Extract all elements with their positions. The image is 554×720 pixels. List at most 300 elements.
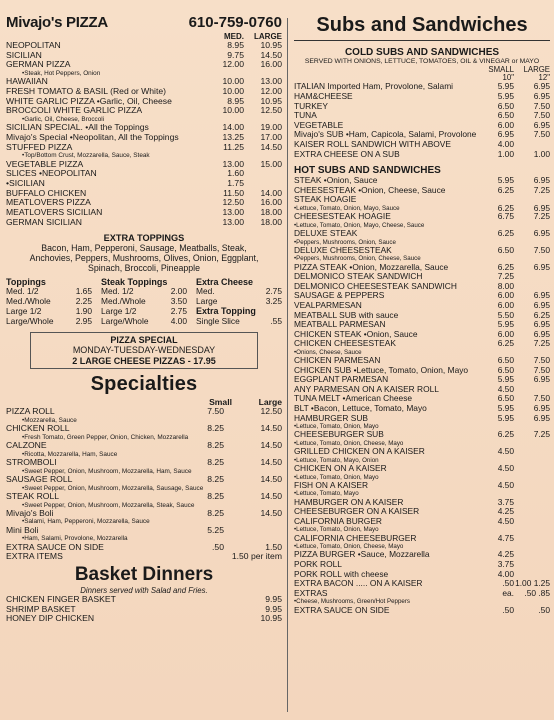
basket-row [6, 605, 282, 615]
topping-line: Anchovies, Peppers, Mushrooms, Olives, Onion, Eggplant, [29, 252, 259, 263]
item-name: SAUSAGE ROLL [6, 474, 73, 484]
item-name: PIZZA BURGER •Sauce, Mozzarella [294, 550, 430, 560]
item-price-small: 14.00 [222, 122, 244, 133]
item-name: EGGPLANT PARMESAN [294, 375, 389, 385]
item-price-large [244, 169, 282, 179]
extra-cheese-column [196, 278, 282, 327]
item-name: MEATBALL SUB with sauce [294, 310, 399, 320]
item-name: •Lettuce, Tomato, Onion, Mayo [294, 526, 379, 534]
item-price-small: 12.00 [222, 59, 244, 70]
pizza-special-title: PIZZA SPECIAL [110, 334, 178, 345]
price-row [196, 317, 282, 327]
item-price-small: 4.50 [497, 479, 514, 490]
item-price-large: 7.50 [533, 393, 550, 404]
item-price-small: 6.00 [497, 119, 514, 130]
item-description: •Steak, Hot Peppers, Onion [22, 70, 101, 78]
item-price-small: 4.50 [497, 446, 514, 457]
item-name: MEATBALL PARMESAN [294, 320, 386, 330]
sub-row [294, 246, 550, 256]
item-name: •Lettuce, Tomato, Onion, Mayo [294, 473, 379, 481]
item-price-small: 10.00 [222, 105, 244, 116]
item-name: TURKEY [294, 101, 328, 111]
item-name: •Lettuce, Tomato, Onion, Cheese, Mayo [294, 543, 404, 551]
item-price-small: 5.95 [497, 81, 514, 92]
item-price-large: 6.95 [533, 403, 550, 414]
price-value: 2.95 [75, 315, 92, 326]
item-price-large: 7.50 [533, 244, 550, 255]
item-price-large: 1.50 per item [231, 551, 282, 562]
item-price-large: 7.25 [533, 211, 550, 222]
price-label: Large/Whole [6, 315, 54, 326]
item-name: EXTRA SAUCE ON SIDE [6, 542, 104, 552]
item-price-large: .50 [538, 604, 550, 615]
col-med: MED. [224, 32, 244, 41]
item-price-large: 16.00 [260, 59, 282, 70]
right-column [294, 14, 550, 615]
item-name: FRESH TOMATO & BASIL (Red or White) [6, 87, 166, 97]
item-price-small: 4.50 [497, 515, 514, 526]
item-name: EXTRA BACON ..... ON A KAISER [294, 579, 423, 589]
sub-row [294, 481, 550, 491]
item-price-small: 6.50 [497, 364, 514, 375]
specialty-row [6, 407, 282, 417]
item-price-large: 14.50 [260, 49, 282, 60]
specialty-row [6, 458, 282, 468]
item-price-small: 4.50 [497, 463, 514, 474]
item-name: BROCCOLI WHITE GARLIC PIZZA [6, 106, 143, 116]
item-description: •Garlic, Oil, Cheese, Broccoli [22, 116, 105, 124]
item-description: •Sweet Pepper, Onion, Mushroom, Mozzarella, Ham, Sauce [22, 467, 192, 475]
item-price-small: 4.25 [497, 506, 514, 517]
price-label: Large/Whole [101, 315, 149, 326]
item-price-large: .50 .85 [524, 587, 550, 598]
item-name: •SICILIAN [6, 179, 45, 189]
item-name: DELMONICO STEAK SANDWICH [294, 272, 423, 282]
item-name: Mini Boli [6, 525, 39, 535]
price-row [101, 317, 187, 327]
item-name: PORK ROLL [294, 560, 342, 569]
item-price: 9.95 [265, 593, 282, 604]
menu-row [6, 106, 282, 116]
item-price-large: 6.95 [533, 374, 550, 385]
basket-subtitle: Dinners served with Salad and Fries. [80, 585, 208, 595]
item-name: CHICKEN ON A KAISER [294, 464, 387, 474]
restaurant-name: Mivajo's PIZZA [6, 14, 108, 31]
price-value: 4.00 [170, 315, 187, 326]
item-price-small: 13.00 [222, 207, 244, 218]
item-price-large: 1.00 [533, 148, 550, 159]
steak-toppings-title: Steak Toppings [101, 276, 168, 287]
item-price-large: 6.95 [533, 319, 550, 330]
sub-row [294, 589, 550, 599]
item-price-small: 7.25 [497, 271, 514, 282]
item-price-small: 9.75 [227, 49, 244, 60]
item-price-large: 1.50 [265, 541, 282, 552]
pizza-list [6, 41, 282, 228]
sub-row [294, 229, 550, 239]
toppings-rows [6, 287, 92, 326]
item-name: HAWAIIAN [6, 77, 48, 87]
item-price-large: 19.00 [260, 122, 282, 133]
item-price-small: 10.00 [222, 86, 244, 97]
specialty-row [6, 475, 282, 485]
item-price-large [514, 447, 550, 457]
item-price-small: 6.50 [497, 110, 514, 121]
item-price-large [514, 474, 550, 481]
topping-line: Spinach, Broccoli, Pineapple [88, 262, 200, 273]
item-price-small: 5.50 [497, 309, 514, 320]
item-name: GERMAN SICILIAN [6, 217, 82, 227]
item-name: DELMONICO CHEESESTEAK SANDWICH [294, 281, 457, 291]
item-price-small: 6.25 [497, 184, 514, 195]
item-price-small: 5.95 [497, 412, 514, 423]
specialty-row [6, 441, 282, 451]
item-price-small: 5.95 [497, 175, 514, 186]
item-name: CHICKEN PARMESAN [294, 356, 381, 366]
item-price-large: 12.50 [260, 105, 282, 116]
item-name: •Peppers, Mushrooms, Onion, Sauce [294, 238, 396, 246]
item-name: SHRIMP BASKET [6, 604, 76, 614]
item-name: PORK ROLL with cheese [294, 569, 389, 579]
item-price-large: 6.95 [533, 119, 550, 130]
item-name: CALZONE [6, 441, 47, 451]
item-price-large: 14.50 [260, 423, 282, 434]
item-price-small: 8.25 [207, 473, 224, 484]
price-label: Med. [196, 286, 215, 297]
item-price-large: 14.50 [260, 507, 282, 518]
item-name: CHICKEN SUB •Lettuce, Tomato, Onion, Mayo [294, 365, 469, 375]
item-name: GERMAN PIZZA [6, 60, 71, 70]
extra-topping-title: Extra Topping [196, 305, 256, 316]
item-price-large: 6.95 [533, 175, 550, 186]
item-name: Mivajo's Special •Neopolitan, All the Toppings [6, 133, 179, 143]
item-price-large [514, 517, 550, 527]
item-price-small: 13.00 [222, 216, 244, 227]
item-description: •Sweet Pepper, Onion, Mushroom, Mozzarella, Steak, Sauce [22, 501, 195, 509]
extra-toppings-title: EXTRA TOPPINGS [103, 232, 185, 243]
item-price-small: 4.00 [497, 138, 514, 149]
price-label: Med. 1/2 [101, 286, 134, 297]
basket-title: Basket Dinners [74, 563, 214, 585]
item-name: STEAK •Onion, Sauce [294, 176, 378, 186]
item-name: •Lettuce, Tomato, Mayo, Onion [294, 456, 379, 464]
item-price-large: 7.25 [533, 429, 550, 440]
item-price-small: 6.00 [497, 328, 514, 339]
item-name: VEGETABLE [294, 120, 344, 130]
item-name: STUFFED PIZZA [6, 142, 73, 152]
item-name: DELUXE CHEESESTEAK [294, 245, 392, 255]
price-label: Single Slice [196, 315, 240, 326]
item-name: EXTRA CHEESE ON A SUB [294, 149, 400, 159]
item-price: 9.95 [265, 603, 282, 614]
item-price-large: 7.50 [533, 364, 550, 375]
item-name: FISH ON A KAISER [294, 480, 368, 490]
item-price-small: 11.50 [223, 187, 244, 198]
item-name: SICILIAN SPECIAL. •All the Toppings [6, 123, 149, 133]
basket-row [6, 614, 282, 624]
item-price-large: 16.00 [260, 197, 282, 208]
item-price-large: 14.50 [260, 490, 282, 501]
item-description: •Fresh Tomato, Green Pepper, Onion, Chicken, Mozzarella [22, 433, 189, 441]
price-value: .55 [270, 315, 282, 326]
item-price-large: 6.95 [533, 412, 550, 423]
item-name: WHITE GARLIC PIZZA •Garlic, Oil, Cheese [6, 96, 172, 106]
item-price-large [514, 543, 550, 550]
col-small: Small [209, 397, 232, 408]
item-description: •Salami, Ham, Pepperoni, Mozzarella, Sauce [22, 518, 150, 526]
item-name: CHICKEN STEAK •Onion, Sauce [294, 329, 418, 339]
price-value: 2.75 [265, 286, 282, 297]
item-name: MEATLOVERS PIZZA [6, 198, 91, 208]
item-price-large: 7.25 [533, 338, 550, 349]
item-name: STROMBOLI [6, 458, 57, 468]
item-price-small: 5.95 [497, 91, 514, 101]
item-name: GRILLED CHICKEN ON A KAISER [294, 447, 425, 457]
specialty-row [6, 424, 282, 434]
item-price-small: 1.60 [227, 168, 244, 179]
cold-subs-subtitle: SERVED WITH ONIONS, LETTUCE, TOMATOES, OIL & VINEGAR or MAYO [304, 58, 540, 65]
item-name: CHEESEBURGER ON A KAISER [294, 507, 420, 517]
item-name: KAISER ROLL SANDWICH WITH ABOVE [294, 139, 451, 149]
item-price-large: 12.00 [260, 86, 282, 97]
menu-row [6, 143, 282, 153]
item-name: TUNA [294, 111, 317, 121]
item-price: 10.95 [260, 613, 282, 624]
item-price-small: 7.50 [207, 406, 224, 417]
item-price-large: 14.50 [260, 141, 282, 152]
item-price-small: 11.25 [223, 141, 244, 152]
item-price-small: 5.95 [497, 374, 514, 385]
sub-row [294, 517, 550, 527]
basket-row [6, 595, 282, 605]
sub-row [294, 534, 550, 544]
item-price-small: 4.25 [497, 549, 514, 560]
item-price-small: 5.95 [497, 319, 514, 330]
price-value: 1.90 [75, 305, 92, 316]
item-price-small: ea. [502, 587, 514, 598]
item-price-large: 1.00 1.25 [515, 578, 550, 589]
pizza-special-days: MONDAY-TUESDAY-WEDNESDAY [72, 345, 216, 356]
item-price-large: 10.95 [260, 40, 282, 50]
item-price-small: .50 [502, 604, 514, 615]
item-name: •Cheese, Mushrooms, Green/Hot Peppers [294, 598, 411, 606]
item-name: PIZZA STEAK •Onion, Mozzarella, Sauce [294, 262, 449, 272]
item-name: VEGETABLE PIZZA [6, 159, 84, 169]
price-row [6, 317, 92, 327]
item-price-large: 18.00 [260, 207, 282, 218]
specialty-row [6, 492, 282, 502]
item-price-large [514, 457, 550, 464]
toppings-column [6, 278, 92, 327]
item-price-large [514, 550, 550, 560]
item-name: •Peppers, Mushrooms, Onion, Cheese, Sauce [294, 255, 421, 263]
item-name: MEATLOVERS SICILIAN [6, 208, 103, 218]
item-price-small: 5.95 [497, 403, 514, 414]
item-price-large [514, 507, 550, 517]
item-price-small: 8.25 [207, 507, 224, 518]
item-price-small: 1.00 [497, 148, 514, 159]
item-price-small: 4.50 [497, 383, 514, 394]
item-name: STEAK HOAGIE [294, 195, 357, 205]
item-price-large [224, 526, 282, 536]
item-price-large: 12.50 [260, 406, 282, 417]
menu-row [6, 218, 282, 228]
item-price-small: 4.75 [497, 532, 514, 543]
item-price-small: 1.75 [227, 178, 244, 189]
specialty-row [6, 552, 282, 562]
item-price-small: 8.25 [207, 440, 224, 451]
item-price-small: 8.95 [227, 95, 244, 106]
sub-row [294, 430, 550, 440]
item-price-large: 7.50 [533, 129, 550, 140]
item-price-large [514, 490, 550, 497]
item-price-small: 3.75 [497, 559, 514, 569]
extra-cheese-title: Extra Cheese [196, 276, 254, 287]
item-price-small: .50 [212, 541, 224, 552]
item-price-large: 7.50 [533, 355, 550, 366]
price-label: Large 1/2 [101, 305, 137, 316]
item-name: EXTRA ITEMS [6, 552, 63, 562]
item-name: SICILIAN [6, 50, 42, 60]
item-description: •Ricotta, Mozzarella, Ham, Sauce [22, 450, 118, 458]
item-price-small: 6.95 [497, 129, 514, 140]
item-price-large: 6.95 [533, 261, 550, 272]
col-large: LARGE [254, 32, 282, 41]
item-name: PIZZA ROLL [6, 407, 55, 417]
item-price-small: 8.25 [207, 490, 224, 501]
basket-list [6, 595, 282, 624]
sub-row [294, 339, 550, 349]
topping-line: Bacon, Ham, Pepperoni, Sausage, Meatballs, Steak, [41, 242, 247, 253]
item-price-small: 10.00 [222, 76, 244, 87]
item-name: CHEESEBURGER SUB [294, 430, 384, 440]
item-price-large: 6.95 [533, 328, 550, 339]
item-price-small: 6.50 [497, 393, 514, 404]
price-value: 2.25 [75, 296, 92, 307]
item-price-large: 6.95 [533, 227, 550, 238]
item-price-large: 14.50 [260, 457, 282, 468]
col-large: LARGE [523, 65, 550, 74]
item-name: •Lettuce, Tomato, Mayo [294, 490, 359, 498]
specialties-column-headers [6, 397, 282, 407]
item-price-small: 6.50 [497, 100, 514, 111]
item-price-large: 13.00 [260, 76, 282, 87]
item-price-small: 6.25 [497, 338, 514, 349]
item-price-large: 10.95 [260, 95, 282, 106]
item-name: BUFFALO CHICKEN [6, 188, 87, 198]
extra-topping-rows [196, 317, 282, 327]
size-large: 12" [538, 73, 550, 83]
sub-row [294, 150, 550, 160]
sub-row [294, 186, 550, 196]
item-description: •Sweet Pepper, Onion, Mushroom, Mozzarella, Sausage, Sauce [22, 484, 204, 492]
col-large: Large [258, 397, 282, 408]
item-name: CHEESESTEAK •Onion, Cheese, Sauce [294, 185, 446, 195]
cold-subs-list [294, 82, 550, 159]
item-name: VEALPARMESAN [294, 300, 362, 310]
toppings-title: Toppings [6, 276, 46, 287]
menu-header [6, 14, 282, 31]
item-price-small: 6.25 [497, 227, 514, 238]
item-price-small: 6.50 [497, 355, 514, 366]
specialties-title: Specialties [90, 373, 198, 396]
size-small: 10" [502, 73, 514, 83]
price-label: Med./Whole [101, 296, 146, 307]
item-price-large [514, 526, 550, 533]
item-price-small: 6.25 [497, 429, 514, 440]
item-price-small: 6.25 [497, 202, 514, 213]
item-name: SLICES •NEOPOLITAN [6, 169, 97, 179]
item-name: •Lettuce, Tomato, Onion, Mayo [294, 423, 379, 431]
item-price-large [514, 440, 550, 447]
item-name: CHICKEN ROLL [6, 424, 70, 434]
item-name: CALIFORNIA CHEESEBURGER [294, 533, 417, 543]
phone-number: 610-759-0760 [188, 14, 282, 31]
toppings-price-grid [6, 278, 282, 327]
item-price-small: 8.25 [207, 457, 224, 468]
item-name: CALIFORNIA BURGER [294, 516, 382, 526]
price-value: 2.00 [170, 286, 187, 297]
item-name: ITALIAN Imported Ham, Provolone, Salami [294, 82, 454, 92]
item-price-large [514, 464, 550, 474]
sub-row [294, 606, 550, 616]
item-price-large: 14.50 [260, 440, 282, 451]
item-price-large: 7.50 [533, 100, 550, 111]
item-price-large: 7.50 [533, 110, 550, 121]
item-name: Mivajo's Boli [6, 508, 54, 518]
item-name: SAUSAGE & PEPPERS [294, 291, 385, 301]
item-name: DELUXE STEAK [294, 228, 358, 238]
item-price-small: 3.75 [497, 496, 514, 507]
item-price-small: 5.25 [207, 524, 224, 535]
item-price-large: 14.50 [260, 473, 282, 484]
extra-toppings-list [6, 243, 282, 273]
item-name: HAMBURGER SUB [294, 413, 368, 423]
hot-subs-title: HOT SUBS AND SANDWICHES [294, 165, 441, 177]
item-price-large: 6.95 [533, 202, 550, 213]
item-price-large: 6.95 [533, 91, 550, 101]
item-price-large: 17.00 [260, 132, 282, 143]
item-price-small: 6.50 [497, 244, 514, 255]
item-price-small: 6.00 [497, 290, 514, 301]
item-name: TUNA MELT •American Cheese [294, 394, 413, 404]
pizza-special-offer: 2 LARGE CHEESE PIZZAS - 17.95 [72, 355, 216, 366]
left-column [6, 14, 282, 624]
item-price-large [514, 481, 550, 491]
specialty-row [6, 509, 282, 519]
item-name: •Lettuce, Tomato, Onion, Cheese, Mayo [294, 440, 404, 448]
item-price-small: 6.25 [497, 261, 514, 272]
item-name: Mivajo's SUB •Ham, Capicola, Salami, Provolone [294, 130, 477, 140]
item-name: •Lettuce, Tomato, Onion, Mayo, Sauce [294, 204, 400, 212]
item-description: •Top/Bottom Crust, Mozzarella, Sauce, Steak [22, 152, 150, 160]
item-price-small: 13.25 [222, 132, 244, 143]
item-price-large: 15.00 [260, 158, 282, 169]
item-price-large: 6.95 [533, 290, 550, 301]
item-name: HAMBURGER ON A KAISER [294, 497, 404, 507]
item-price-small: .50 [502, 578, 514, 589]
subs-title: Subs and Sandwiches [294, 14, 550, 41]
item-name: HONEY DIP CHICKEN [6, 614, 95, 624]
item-price-large: 14.00 [260, 187, 282, 198]
hot-subs-list [294, 176, 550, 615]
item-description: •Ham, Salami, Provolone, Mozzarella [22, 535, 128, 543]
price-label: Large [196, 296, 218, 307]
extra-cheese-rows [196, 287, 282, 307]
item-price-large: 6.95 [533, 81, 550, 92]
price-label: Med./Whole [6, 296, 51, 307]
item-name: EXTRAS [294, 588, 328, 598]
